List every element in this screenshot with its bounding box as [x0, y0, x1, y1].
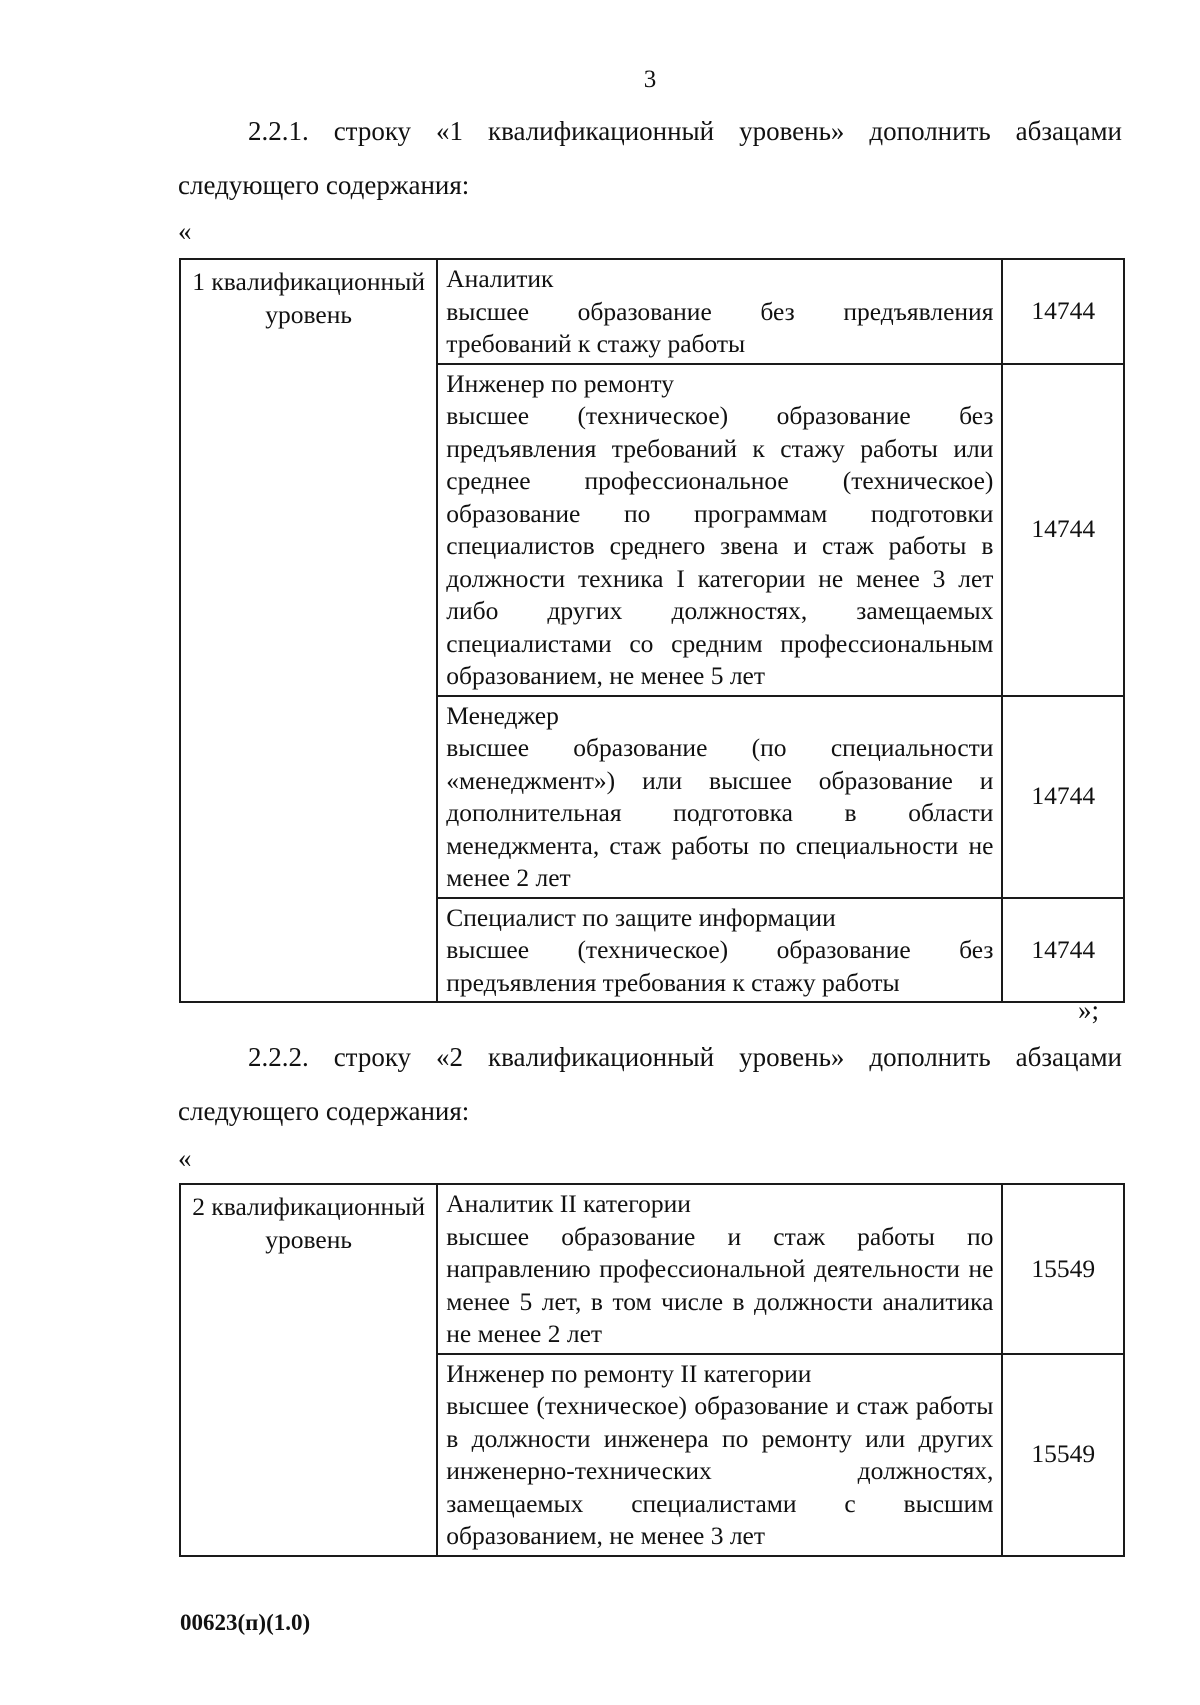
section-2-table: [179, 1183, 1125, 1557]
salary-cell: 14744: [1002, 259, 1124, 364]
table-row: [180, 259, 1124, 364]
position-requirement: высшее (техническое) образование без предъявления требования к стажу работы: [446, 935, 994, 997]
section-1-intro: 2.2.1. строку «1 квалификационный уровень» дополнить абзацами следующего содержания:: [178, 116, 1122, 200]
position-cell: [437, 1354, 1002, 1556]
position-requirement: высшее образование (по специальности «менеджмент») или высшее образование и дополнительная подготовка в области менеджмента, стаж работы по специальности не менее 2 лет: [446, 733, 994, 892]
salary-cell: 14744: [1002, 364, 1124, 696]
position-cell: [437, 259, 1002, 364]
salary-cell: 15549: [1002, 1184, 1124, 1354]
position-cell: [437, 364, 1002, 696]
position-title: Специалист по защите информации: [446, 902, 836, 932]
position-title: Аналитик: [446, 264, 554, 293]
position-cell: [437, 696, 1002, 898]
position-title: Менеджер: [446, 700, 559, 730]
table-row: [180, 1184, 1124, 1354]
position-requirement: высшее (техническое) образование без предъявления требований к стажу работы или среднее профессиональное (техническое) образование по программам подготовки специалистов среднего звена и стаж работы в должности техника I категории не менее 3 лет либо других должностях, замещаемых специалистами со средним профессиональным образованием, не менее 5 лет: [446, 401, 994, 690]
document-code: 00623(п)(1.0): [180, 1610, 311, 1635]
position-requirement: высшее образование без предъявления требований к стажу работы: [446, 296, 994, 358]
salary-cell: 14744: [1002, 898, 1124, 1003]
position-title: Аналитик II категории: [446, 1189, 691, 1218]
page-number: 3: [643, 66, 657, 93]
section-2-intro: 2.2.2. строку «2 квалификационный уровень» дополнить абзацами следующего содержания:: [178, 1042, 1122, 1126]
salary-cell: 15549: [1002, 1354, 1124, 1556]
position-cell: [437, 1184, 1002, 1354]
section-1-quote-close: »;: [1078, 995, 1100, 1025]
section-2-quote-open: «: [178, 1143, 192, 1173]
level-cell: 1 квалификационный уровень: [180, 259, 437, 1002]
section-1-quote-open: «: [178, 216, 192, 246]
position-title: Инженер по ремонту: [446, 368, 674, 398]
position-title: Инженер по ремонту II категории: [446, 1358, 812, 1388]
section-1-table: [179, 258, 1125, 1003]
position-cell: [437, 898, 1002, 1003]
salary-cell: 14744: [1002, 696, 1124, 898]
position-requirement: высшее (техническое) образование и стаж работы в должности инженера по ремонту или других инженерно-технических должностях, замещаемых специалистами с высшим образованием, не менее 3 лет: [446, 1391, 994, 1550]
position-requirement: высшее образование и стаж работы по направлению профессиональной деятельности не менее 5 лет, в том числе в должности аналитика не менее 2 лет: [446, 1221, 994, 1348]
level-cell: 2 квалификационный уровень: [180, 1184, 437, 1556]
